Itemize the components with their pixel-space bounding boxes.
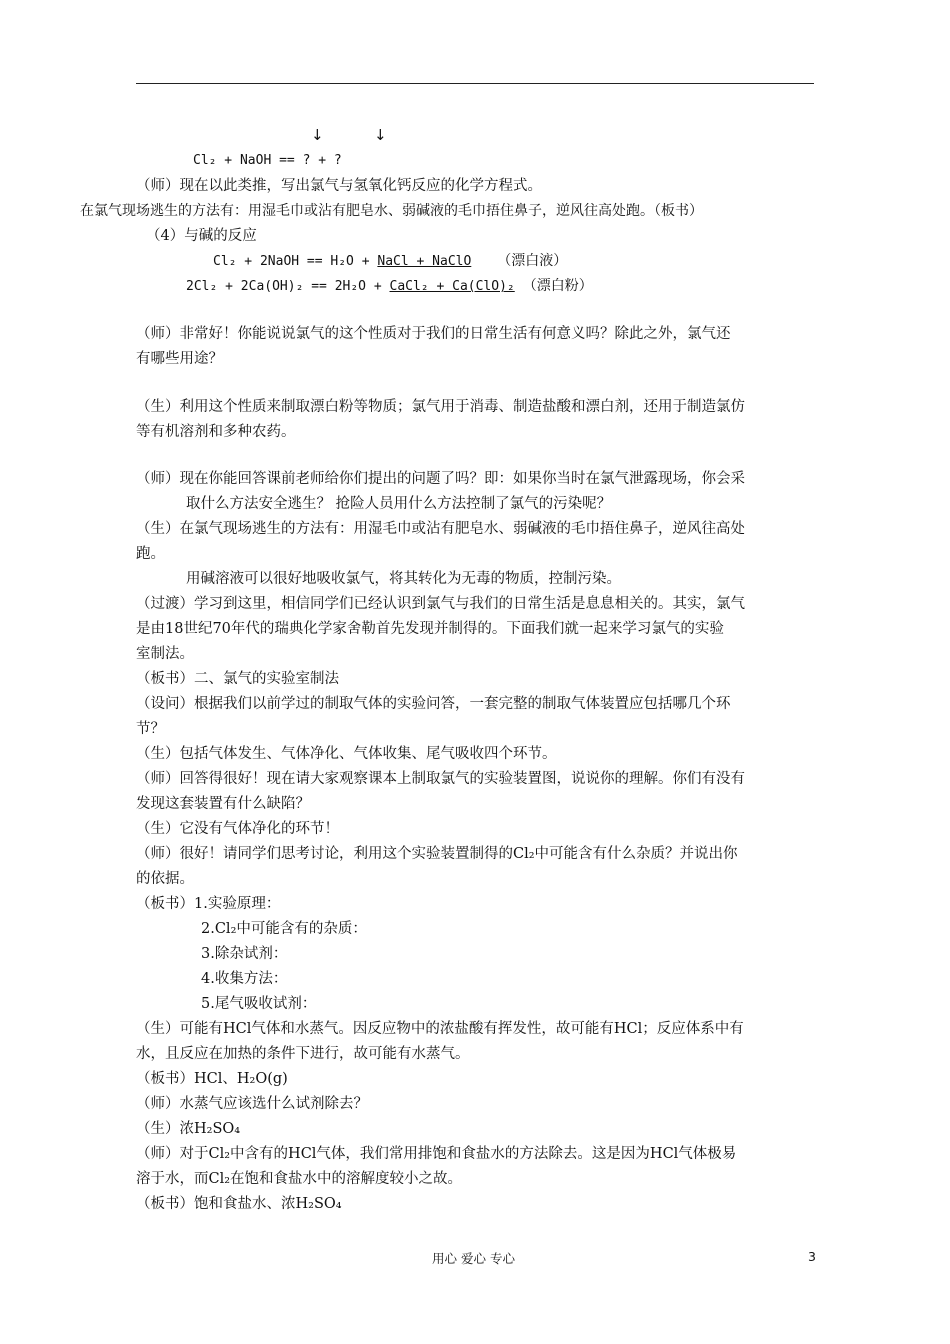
section-heading: （4）与碱的反应 bbox=[146, 228, 257, 244]
paragraph-line: 溶于水，而Cl₂在饱和食盐水中的溶解度较小之故。 bbox=[136, 1171, 463, 1187]
paragraph-line: （师）很好！请同学们思考讨论，利用这个实验装置制得的Cl₂中可能含有什么杂质？并说出你 bbox=[136, 846, 738, 862]
paragraph-line: （师）非常好！你能说说氯气的这个性质对于我们的日常生活有何意义吗？除此之外，氯气还 bbox=[136, 326, 731, 342]
board-list-item: 4.收集方法： bbox=[201, 971, 288, 987]
paragraph-line: （师）对于Cl₂中含有的HCl气体，我们常用排饱和食盐水的方法除去。这是因为HCl气体极易 bbox=[136, 1146, 737, 1162]
equation-naoh bbox=[213, 252, 567, 271]
page-number: 3 bbox=[808, 1249, 816, 1264]
equation-naoh-note: （漂白液） bbox=[497, 253, 568, 269]
equation-naoh-left: Cl₂ + 2NaOH == H₂O + bbox=[213, 254, 378, 269]
paragraph-line: （师）现在你能回答课前老师给你们提出的问题了吗？即：如果你当时在氯气泄露现场，你会采 bbox=[136, 471, 745, 487]
footer-text: 用心 爱心 专心 bbox=[432, 1251, 515, 1266]
paragraph-line: 有哪些用途？ bbox=[136, 351, 223, 367]
paragraph-line: （生）在氯气现场逃生的方法有：用湿毛巾或沾有肥皂水、弱碱液的毛巾捂住鼻子，逆风往高处 bbox=[136, 521, 745, 537]
equation-caoh2-note: （漂白粉） bbox=[522, 278, 593, 294]
paragraph-line: （生）包括气体发生、气体净化、气体收集、尾气吸收四个环节。 bbox=[136, 746, 557, 762]
escape-method-line: 在氯气现场逃生的方法有：用湿毛巾或沾有肥皂水、弱碱液的毛巾捂住鼻子，逆风往高处跑。（板书） bbox=[80, 203, 703, 219]
paragraph-line: 节？ bbox=[136, 721, 165, 737]
paragraph-line: （生）浓H₂SO₄ bbox=[136, 1121, 241, 1137]
paragraph-line: （板书）HCl、H₂O(g) bbox=[136, 1071, 288, 1087]
teacher-line: （师）现在以此类推，写出氯气与氢氧化钙反应的化学方程式。 bbox=[136, 178, 542, 194]
paragraph-line: 取什么方法安全逃生？ 抢险人员用什么方法控制了氯气的污染呢？ bbox=[186, 496, 612, 512]
paragraph-line: （板书）饱和食盐水、浓H₂SO₄ bbox=[136, 1196, 342, 1212]
equation-caoh2-products: CaCl₂ + Ca(ClO)₂ bbox=[389, 279, 515, 294]
paragraph-line: （师）水蒸气应该选什么试剂除去？ bbox=[136, 1096, 368, 1112]
equation-naoh-products: NaCl + NaClO bbox=[377, 254, 472, 269]
equation-caoh2 bbox=[186, 277, 593, 296]
paragraph-line: 用碱溶液可以很好地吸收氯气，将其转化为无毒的物质，控制污染。 bbox=[186, 571, 621, 587]
board-list-item: 3.除杂试剂： bbox=[201, 946, 288, 962]
paragraph-line: 室制法。 bbox=[136, 646, 194, 662]
paragraph-line: （生）可能有HCl气体和水蒸气。因反应物中的浓盐酸有挥发性，故可能有HCl；反应体系中有 bbox=[136, 1021, 744, 1037]
paragraph-line: 是由18世纪70年代的瑞典化学家舍勒首先发现并制得的。下面我们就一起来学习氯气的实验 bbox=[136, 621, 724, 637]
down-arrow-icon: ↓ bbox=[311, 126, 324, 144]
paragraph-line: （生）它没有气体净化的环节！ bbox=[136, 821, 339, 837]
board-list-item: 5.尾气吸收试剂： bbox=[201, 996, 317, 1012]
paragraph-line: （师）回答得很好！现在请大家观察课本上制取氯气的实验装置图，说说你的理解。你们有没有 bbox=[136, 771, 745, 787]
paragraph-line: 发现这套装置有什么缺陷？ bbox=[136, 796, 310, 812]
paragraph-line: 的依据。 bbox=[136, 871, 194, 887]
paragraph-line: 水，且反应在加热的条件下进行，故可能有水蒸气。 bbox=[136, 1046, 470, 1062]
header-rule bbox=[136, 83, 814, 84]
paragraph-line: 等有机溶剂和多种农药。 bbox=[136, 424, 296, 440]
paragraph-line: 跑。 bbox=[136, 546, 165, 562]
paragraph-line: （过渡）学习到这里，相信同学们已经认识到氯气与我们的日常生活是息息相关的。其实，氯气 bbox=[136, 596, 745, 612]
equation-caoh2-left: 2Cl₂ + 2Ca(OH)₂ == 2H₂O + bbox=[186, 279, 390, 294]
down-arrow-icon: ↓ bbox=[374, 126, 387, 144]
board-list-item: 2.Cl₂中可能含有的杂质： bbox=[201, 921, 367, 937]
paragraph-line: （板书）二、氯气的实验室制法 bbox=[136, 671, 339, 687]
paragraph-line: （生）利用这个性质来制取漂白粉等物质；氯气用于消毒、制造盐酸和漂白剂，还用于制造氯仿 bbox=[136, 399, 745, 415]
board-list-heading: （板书）1.实验原理： bbox=[136, 896, 281, 912]
equation-question: Cl₂ + NaOH == ? + ? bbox=[193, 153, 342, 168]
paragraph-line: （设问）根据我们以前学过的制取气体的实验问答，一套完整的制取气体装置应包括哪几个环 bbox=[136, 696, 731, 712]
